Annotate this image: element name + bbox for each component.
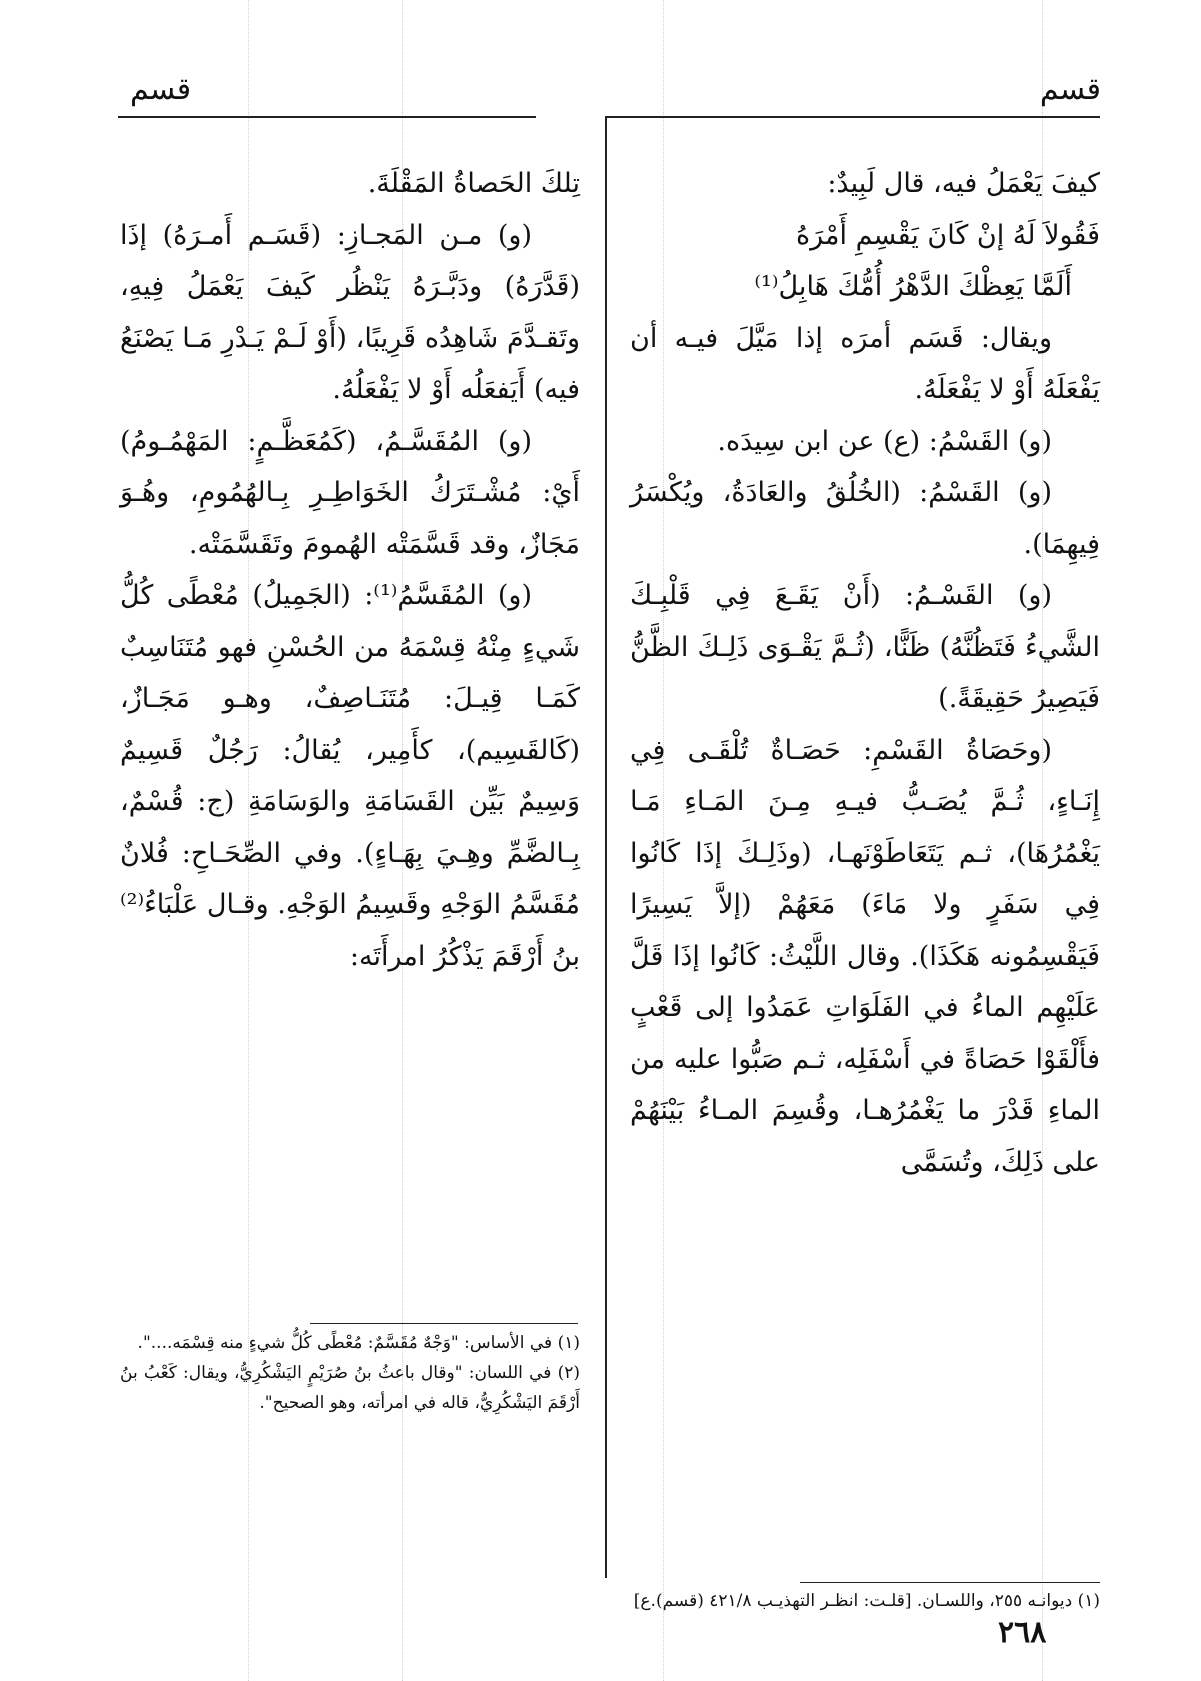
header-right-word: قسم bbox=[1039, 72, 1101, 107]
verse-line: أَلَمَّا يَعِظْكَ الدَّهْرُ أُمُّكَ هَابِلُ⁽¹⁾ bbox=[754, 271, 1072, 302]
paragraph: (و) المُقَسَّمُ⁽¹⁾: (الجَمِيلُ) مُعْطًى كُلُّ شَيءٍ مِنْهُ قِسْمَهُ من الحُسْنِ فهو مُتَنَاسِبٌ كَمَـا قِيـلَ: مُتَنَـاصِفٌ، وهـو مَجَـازٌ، (كَالقَسِيم)، كأَمِير، يُقالُ: رَجُلٌ قَسِيمٌ وَسِيمٌ بَيِّن القَسَامَةِ والوَسَامَةِ (ج: قُسْمٌ، بِـالضَّمِّ وهِـيَ بِهَـاءٍ). وفي الصِّحَـاحِ: فُلانٌ مُقَسَّمُ الوَجْهِ وقَسِيمُ الوَجْهِ. وقـال عَلْبَاءُ⁽²⁾ بنُ أَرْقَمَ يَذْكُرُ امرأَتَه: bbox=[120, 580, 580, 972]
header-left-word: قسم bbox=[130, 72, 192, 107]
footnotes-right bbox=[630, 1586, 1100, 1616]
footnote-rule-right bbox=[800, 1582, 1100, 1583]
right-column bbox=[630, 158, 1100, 1188]
page-number: ٢٦٨ bbox=[998, 1615, 1047, 1650]
header-rule-left bbox=[118, 116, 536, 118]
column-divider bbox=[605, 118, 607, 1578]
paragraph: (و) المُقَسَّـمُ، (كَمُعَظَّـمٍ: المَهْمُـومُ) أَيْ: مُشْـتَرَكُ الخَوَاطِـرِ بِـالهُمُومِ، وهُـوَ مَجَازٌ، وقد قَسَّمَتْه الهُمومَ وتَقَسَّمَتْه. bbox=[120, 425, 580, 560]
paragraph: (و) القَسْمُ: (ع) عن ابن سِيدَه. bbox=[717, 425, 1052, 457]
header-rule-right bbox=[605, 116, 1100, 118]
verse-line: فَقُولاَ لَهُ إنْ كَانَ يَقْسِمِ أَمْرَهُ bbox=[795, 219, 1100, 251]
footnotes-left bbox=[120, 1328, 580, 1418]
footnote-rule-left bbox=[310, 1323, 578, 1324]
paragraph: (و) مـن المَجـازِ: (قَسَـم أَمـرَهُ) إذَا (قَدَّرَهُ) ودَبَّـرَهُ يَنْظُر كَيفَ يَعْمَلُ فِيهِ، وتَقـدَّمَ شَاهِدُه قَرِيبًا، (أَوْ لَـمْ يَـدْرِ مَـا يَصْنَعُ فيه) أَيَفعَلُه أَوْ لا يَفْعَلُهُ. bbox=[120, 219, 580, 405]
paragraph: ويقال: قَسَم أمرَه إذا مَيَّلَ فيـه أن يَفْعَلَهُ أَوْ لا يَفْعَلَهُ. bbox=[630, 322, 1100, 405]
paragraph: (و) القَسْمُ: (الخُلُقُ والعَادَةُ، ويُكْسَرُ فِيهِمَا). bbox=[630, 477, 1100, 560]
footnote: (٢) في اللسان: "وقال باعثُ بنُ صُرَيْمٍ اليَشْكُرِيُّ، ويقال: كَعْبُ بنُ أَرْقَمَ اليَشْكُرِيُّ، قاله في امرأته، وهو الصحيح". bbox=[120, 1363, 580, 1413]
text-line: كيفَ يَعْمَلُ فيه، قال لَبِيدٌ: bbox=[827, 168, 1100, 199]
footnote: (١) في الأساس: "وَجْهٌ مُقَسَّمٌ: مُعْطًى كُلُّ شيءٍ منه قِسْمَه....". bbox=[137, 1333, 580, 1353]
paragraph: (وحَصَاةُ القَسْمِ: حَصَـاةٌ تُلْقَـى فِي إِنَـاءٍ، ثُـمَّ يُصَـبُّ فيـهِ مِـنَ المَـاءِ مَـا يَغْمُرُهَا)، ثـم يَتَعَاطَوْنَهـا، (وذَلِـكَ إذَا كَانُوا فِي سَفَرٍ ولا مَاءَ) مَعَهُمْ (إلاَّ يَسِيرًا فَيَقْسِمُونه هَكَذَا). وقال اللَّيْثُ: كَانُوا إذَا قَلَّ عَلَيْهِم الماءُ في الفَلَوَاتِ عَمَدُوا إلى قَعْبٍ فأَلْقَوْا حَصَاةً في أَسْفَلِه، ثـم صَبُّوا عليه من الماءِ قَدْرَ ما يَغْمُرُهـا، وقُسِمَ المـاءُ بَيْنَهُمْ على ذَلِكَ، وتُسَمَّى bbox=[630, 734, 1100, 1178]
text-line: تِلكَ الحَصاةُ المَقْلَةَ. bbox=[367, 168, 580, 199]
footnote: (١) ديوانـه ٢٥٥، واللسـان. [قلـت: انظـر التهذيـب ٤٢١/٨ (قسم).ع] bbox=[633, 1591, 1100, 1611]
paragraph: (و) القَسْـمُ: (أَنْ يَقَـعَ فِي قَلْبِـكَ الشَّيءُ فَتَظُنَّهُ) ظَنًّا، (ثُـمَّ يَقْـوَى ذَلِـكَ الظَّنُّ فَيَصِيرُ حَقِيقَةً.) bbox=[630, 580, 1100, 714]
left-column bbox=[120, 158, 580, 982]
